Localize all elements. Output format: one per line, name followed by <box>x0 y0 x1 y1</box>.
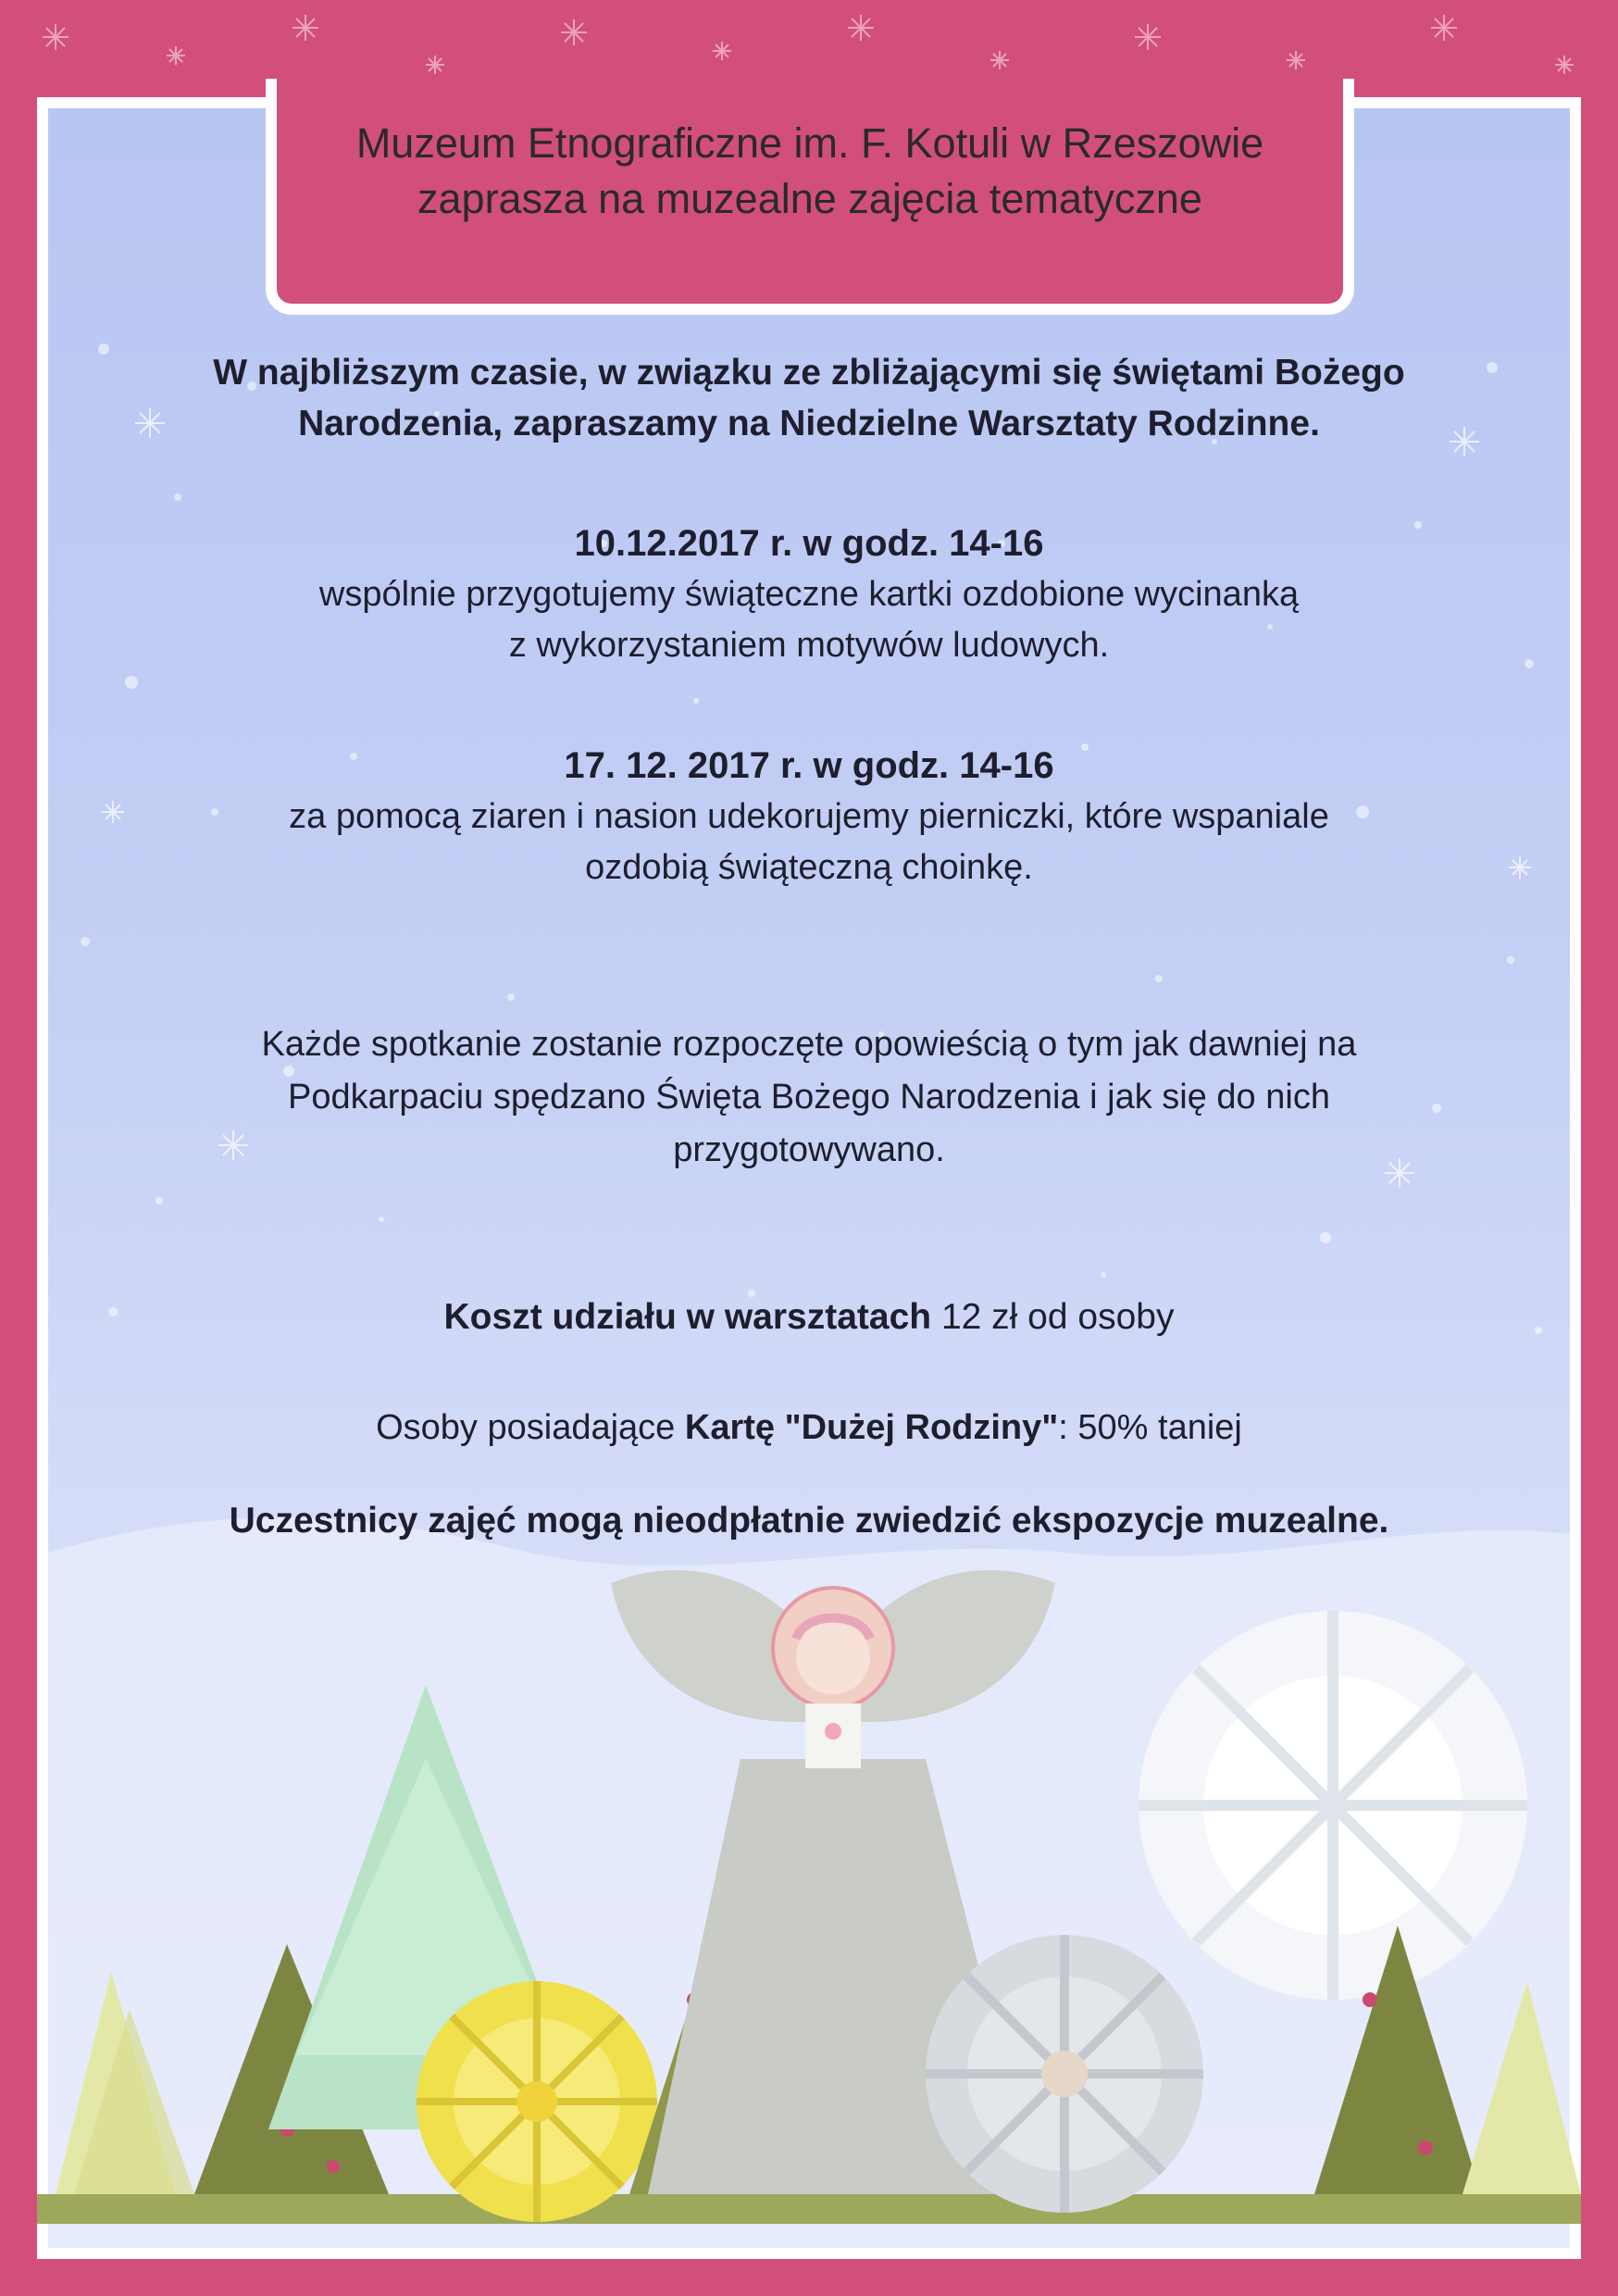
event-1-line-1: wspólnie przygotujemy świąteczne kartki ozdobione wycinanką <box>318 575 1300 614</box>
event-2-line-1: za pomocą ziaren i nasion udekorujemy pierniczki, które wspaniale <box>289 797 1329 836</box>
pale-tree-left-icon <box>56 1972 194 2194</box>
event-1-line-2: z wykorzystaniem motywów ludowych. <box>508 626 1110 665</box>
paper-cutout-illustration <box>37 1241 1581 2259</box>
pale-tree-right-icon <box>1462 1981 1581 2194</box>
invitation-subtitle: zaprasza na muzealne zajęcia tematyczne <box>417 175 1202 222</box>
story-line-2: Podkarpaciu spędzano Święta Bożego Narodzenia i jak się do nich <box>288 1078 1330 1117</box>
event-1-date: 10.12.2017 r. w godz. 14-16 <box>574 523 1044 564</box>
discount-prefix: Osoby posiadające <box>376 1408 685 1447</box>
discount-suffix: : 50% taniej <box>1058 1408 1242 1447</box>
event-2 <box>93 741 1525 893</box>
cost-value: 12 zł od osoby <box>931 1297 1175 1337</box>
intro-paragraph <box>93 347 1525 449</box>
museum-name: Muzeum Etnograficzne im. F. Kotuli w Rzeszowie <box>355 119 1264 167</box>
story-line-1: Każde spotkanie zostanie rozpoczęte opowieścią o tym jak dawniej na <box>261 1025 1357 1064</box>
grey-snowflake-icon <box>926 1935 1203 2213</box>
story-line-3: przygotowywano. <box>673 1130 945 1169</box>
header-banner <box>266 79 1354 315</box>
event-1 <box>93 518 1525 671</box>
yellow-snowflake-icon <box>417 1981 657 2222</box>
event-2-date: 17. 12. 2017 r. w godz. 14-16 <box>564 745 1054 786</box>
intro-line-1: W najbliższym czasie, w związku ze zbliżającymi się świętami Bożego <box>213 353 1405 393</box>
white-snowflake-icon <box>1139 1611 1527 2000</box>
ground-strip <box>37 2194 1581 2224</box>
cost-label: Koszt udziału w warsztatach <box>443 1297 932 1337</box>
header-text <box>277 116 1343 227</box>
event-2-line-2: ozdobią świąteczną choinkę. <box>585 848 1033 887</box>
free-visit-note: Uczestnicy zajęć mogą nieodpłatnie zwiedzić ekspozycje muzealne. <box>229 1501 1389 1541</box>
large-family-card: Kartę "Dużej Rodziny" <box>684 1408 1059 1447</box>
intro-line-2: Narodzenia, zapraszamy na Niedzielne Warsztaty Rodzinne. <box>298 404 1320 443</box>
story-paragraph <box>93 1018 1525 1177</box>
